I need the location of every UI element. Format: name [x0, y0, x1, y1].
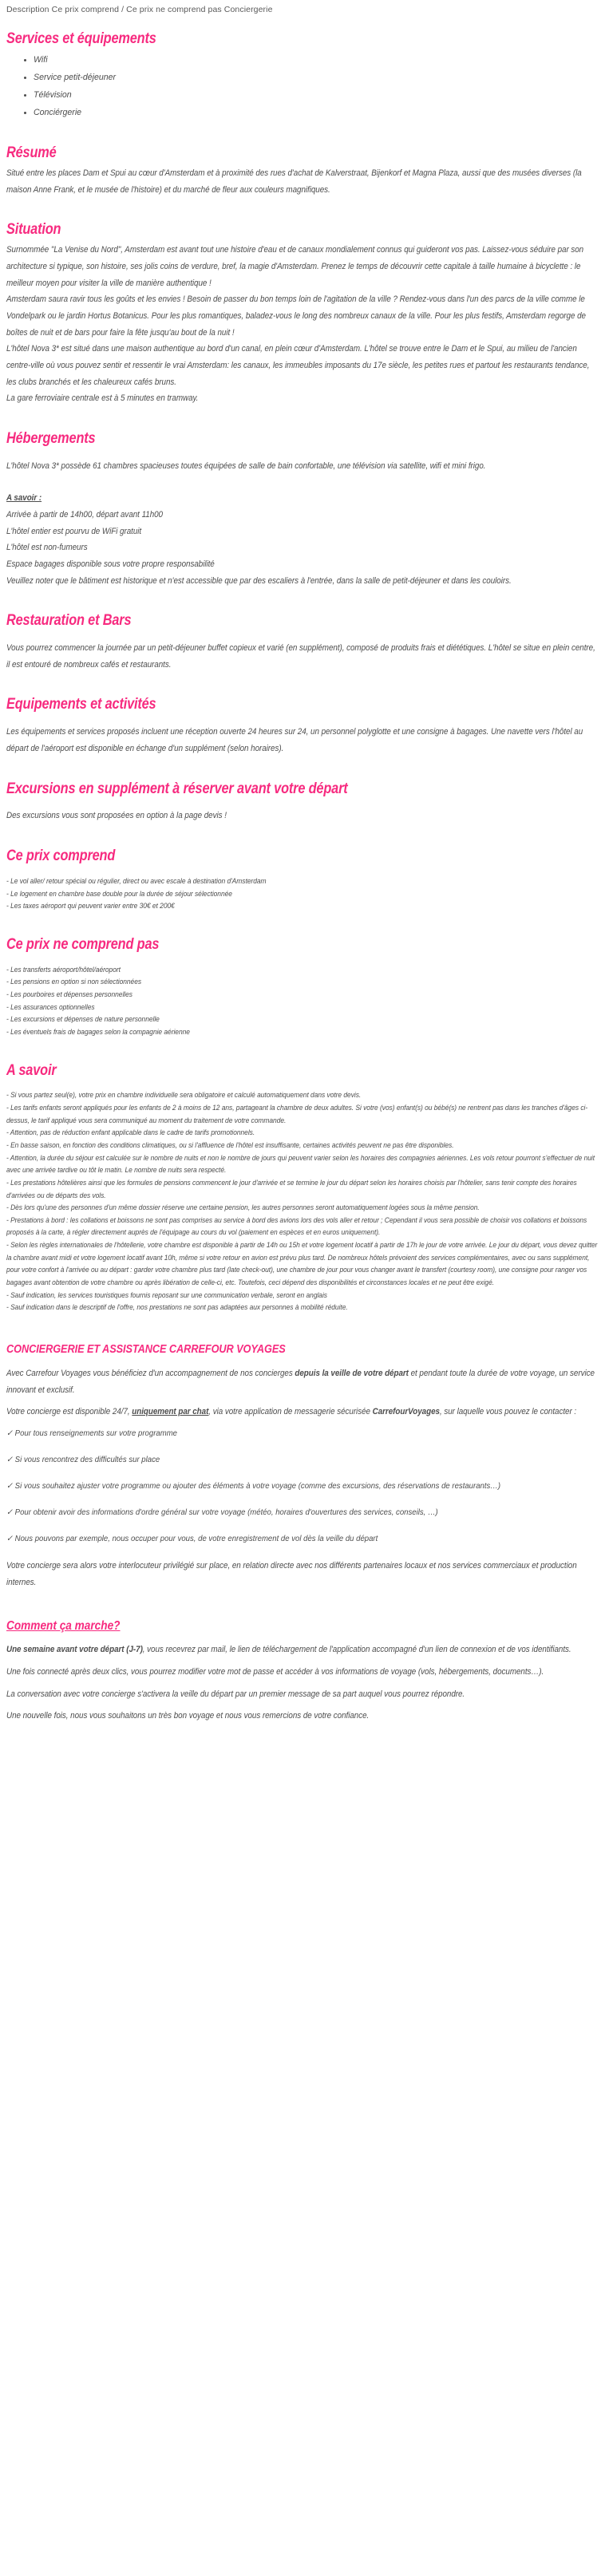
resume-paragraph: Situé entre les places Dam et Spui au cœur d'Amsterdam et à proximité des rues d'achat de Kalverstraat, Bijenkorf et Magna Plaza, aussi que des musées diverses (la maison Anne Frank, et le musée de l'histoire) et du marché de fleur aux couleurs magnifiques.: [6, 168, 582, 195]
restauration-paragraph: Vous pourrez commencer la journée par un petit-déjeuner buffet copieux et varié (en supplément), composé de produits frais et diététiques. L'hôtel se situe en plein centre, il est entouré de nombreux cafés et restaurants.: [6, 643, 595, 670]
a-savoir-item: - Si vous partez seul(e), votre prix en chambre individuelle sera obligatoire et calculé automatiquement dans votre devis.: [6, 1091, 362, 1100]
conciergerie-closing: Votre concierge sera alors votre interlocuteur privilégié sur place, en relation directe avec nos différents partenaires locaux et nos services commerciaux et production internes.: [6, 1561, 577, 1587]
hebergements-note: Arrivée à partir de 14h00, départ avant 11h00: [6, 510, 163, 520]
prix-exclu-item: - Les transferts aéroport/hôtel/aéroport: [6, 965, 121, 974]
a-savoir-item: - En basse saison, en fonction des conditions climatiques, ou si l'affluence de l'hôtel est insuffisante, certaines activités peuvent ne pas être disponibles.: [6, 1140, 454, 1149]
hebergements-note: L'hôtel entier est pourvu de WiFi gratuit: [6, 526, 142, 536]
a-savoir-item: - Selon les règles internationales de l'hôtellerie, votre chambre est disponible à partir de 14h ou 15h et votre logement locatif à partir de 17h le jour de votre arrivée. Le jour du départ, vous devez quitter la chambre avant midi et votre logement locatif avant 10h, même si votre retour en avion est prévu plus tard. De nombreux hôtels prévoient des services complémentaires, avec ou sans supplément, pour votre confort à l'arrivée ou au départ : garder votre chambre plus tard (late check-out), une chambre de jour pour vous changer avant le transfert (courtesy room), une consigne pour ranger vos bagages avant obtention de votre chambre ou après libération de celle-ci, etc. Toutefois, ceci dépend des disponibilités et circonstances locales et ne peut être exigé.: [6, 1241, 598, 1287]
a-savoir-item: - Attention, la durée du séjour est calculée sur le nombre de nuits et non le nombre de jours qui peuvent varier selon les horaires des compagnies aériennes. Les vols retour pourront s'effectuer de nuit avec une arrivée tardive ou tôt le matin. Le nombre de nuits sera respecté.: [6, 1153, 595, 1175]
section-title-a-savoir: A savoir: [6, 1061, 57, 1079]
comment-paragraph-4: Une nouvelle fois, nous vous souhaitons un très bon voyage et nous vous remercions de votre confiance.: [6, 1711, 370, 1721]
section-conciergerie: [6, 1343, 599, 1591]
a-savoir-inline-label: A savoir :: [6, 493, 42, 504]
section-title-prix-ne-comprend-pas: Ce prix ne comprend pas: [6, 935, 160, 953]
section-title-prix-comprend: Ce prix comprend: [6, 847, 116, 865]
comment-paragraph-3: La conversation avec votre concierge s'activera la veille du départ par un premier message de sa part auquel vous pourrez répondre.: [6, 1689, 465, 1699]
hebergements-paragraph: L'hôtel Nova 3* possède 61 chambres spacieuses toutes équipées de salle de bain confortable, une télévision via satellite, wifi et mini frigo.: [6, 460, 486, 471]
a-savoir-item: - Sauf indication, les services touristiques fournis reposant sur une communication verbale, seront en anglais: [6, 1290, 327, 1299]
section-prix-ne-comprend-pas: [6, 936, 599, 1039]
prix-exclu-item: - Les pourboires et dépenses personnelles: [6, 990, 132, 998]
list-item: • Service petit-déjeuner: [34, 69, 599, 87]
prix-comprend-item: - Le vol aller/ retour spécial ou régulier, direct ou avec escale à destination d'Amsterdam: [6, 876, 267, 885]
prix-exclu-item: - Les éventuels frais de bagages selon la compagnie aérienne: [6, 1027, 190, 1036]
services-list: [6, 52, 599, 121]
list-item: • Conciérgerie: [34, 105, 599, 122]
prix-comprend-item: - Les taxes aéroport qui peuvent varier entre 30€ et 200€: [6, 902, 175, 911]
situation-paragraph-3: L'hôtel Nova 3* est situé dans une maison authentique au bord d'un canal, en plein cœur d'Amsterdam. L'hôtel se trouve entre le Dam et le Spui, au milieu de l'ancien centre-ville où vous pouvez sentir et ressentir le vrai Amsterdam: les canaux, les immeubles imposants du 17e siècle, les petites rues et partout les restaurants tendance, les clubs branchés et les chaleureux cafés bruns.: [6, 344, 590, 387]
hebergements-note: Veuillez noter que le bâtiment est historique et n'est accessible que par des escaliers à l'entrée, dans la salle de petit-déjeuner et dans les couloirs.: [6, 575, 512, 586]
a-savoir-item: - Les tarifs enfants seront appliqués pour les enfants de 2 à moins de 12 ans, partageant la chambre de deux adultes. Si votre (vos) enfant(s) ou bébé(s) ne rentrent pas dans les tranches d'âges ci-dessus, le tarif appliqué vous sera communiqué au moment du traitement de votre commande.: [6, 1104, 588, 1124]
section-title-situation: Situation: [6, 221, 61, 239]
conciergerie-availability: Votre concierge est disponible 24/7, uniquement par chat, via votre application de messagerie sécurisée CarrefourVoyages, sur laquelle vous pouvez le contacter :: [6, 1407, 577, 1417]
section-title-equipements: Equipements et activités: [6, 696, 156, 713]
breadcrumb: Description Ce prix comprend / Ce prix ne comprend pas Conciergerie: [6, 5, 273, 14]
conciergerie-check-item: ✓ Si vous souhaitez ajuster votre programme ou ajouter des éléments à votre voyage (comme des excursions, des réservations de restaurants…): [6, 1482, 501, 1491]
section-equipements: [6, 696, 599, 757]
a-savoir-item: - Dès lors qu'une des personnes d'un même dossier réserve une certaine pension, les autres personnes seront automatiquement logées sous la même pension.: [6, 1203, 480, 1212]
section-a-savoir: [6, 1062, 599, 1314]
conciergerie-check-item: ✓ Si vous rencontrez des difficultés sur place: [6, 1455, 160, 1464]
a-savoir-item: - Les prestations hôtelières ainsi que les formules de pensions commencent le jour d'arrivée et se termine le jour du départ selon les horaires choisis par l'hôtelier, sans tenir compte des horaires d'arrivées ou de départs des vols.: [6, 1178, 577, 1199]
section-title-hebergements: Hébergements: [6, 429, 96, 447]
conciergerie-check-item: ✓ Nous pouvons par exemple, nous occuper pour vous, de votre enregistrement de vol dès la veille du départ: [6, 1535, 378, 1544]
situation-paragraph-2: Amsterdam saura ravir tous les goûts et les envies ! Besoin de passer du bon temps loin de l'agitation de la ville ? Rendez-vous dans l'un des parcs de la ville comme le Vondelpark ou le jardin Hortus Botanicus. Pour les plus romantiques, baladez-vous le long des nombreux canaux de la ville. Pour les plus festifs, Amsterdam regorge de boîtes de nuit et de bars pour faire la fête jusqu'au bout de la nuit !: [6, 294, 586, 338]
section-hebergements: [6, 430, 599, 589]
equipements-paragraph: Les équipements et services proposés incluent une réception ouverte 24 heures sur 24, un personnel polyglotte et une consigne à bagages. Une navette vers l'hôtel au départ de l'aéroport est disponible en échange d'un supplément (selon horaires).: [6, 727, 583, 753]
section-restauration: [6, 612, 599, 673]
section-title-excursions: Excursions en supplément à réserver avant votre départ: [6, 780, 348, 797]
section-title-services: Services et équipements: [6, 30, 156, 47]
hebergements-note: L'hôtel est non-fumeurs: [6, 543, 88, 553]
a-savoir-item: - Sauf indication dans le descriptif de l'offre, nos prestations ne sont pas adaptées aux personnes à mobilité réduite.: [6, 1303, 348, 1312]
list-item: • Télévision: [34, 87, 599, 105]
list-item: • Wifi: [34, 52, 599, 69]
situation-paragraph-4: La gare ferroviaire centrale est à 5 minutes en tramway.: [6, 393, 199, 404]
prix-exclu-item: - Les excursions et dépenses de nature personnelle: [6, 1015, 160, 1024]
section-resume: [6, 144, 599, 198]
section-situation: [6, 221, 599, 406]
section-title-restauration: Restauration et Bars: [6, 612, 132, 630]
a-savoir-item: - Prestations à bord : les collations et boissons ne sont pas comprises au service à bord des avions lors des vols aller et retour ; Cependant il vous sera possible de choisir vos collations et boissons proposés à la carte, à régler directement auprès de l'équipage au cours du vol (paiement en espèces et en euros uniquement).: [6, 1215, 587, 1237]
comment-paragraph-1: Une semaine avant votre départ (J-7), vous recevrez par mail, le lien de téléchargement de l'application accompagné d'un lien de connexion et de vos identifiants.: [6, 1645, 571, 1655]
section-title-comment-ca-marche: Comment ça marche?: [6, 1619, 121, 1634]
section-title-conciergerie: CONCIERGERIE ET ASSISTANCE CARREFOUR VOYAGES: [6, 1342, 286, 1356]
situation-paragraph-1: Surnommée "La Venise du Nord", Amsterdam est avant tout une histoire d'eau et de canaux mondialement connus qui guideront vos pas. Laissez-vous séduire par son architecture si typique, son histoire, ses jolis coins de verdure, bref, la magie d'Amsterdam. Prenez le temps de découvrir cette capitale à taille humaine à bicyclette : le meilleur moyen pour visiter la ville de manière authentique !: [6, 245, 584, 288]
section-excursions: [6, 780, 599, 825]
prix-exclu-item: - Les assurances optionnelles: [6, 1002, 95, 1011]
prix-exclu-item: - Les pensions en option si non sélectionnées: [6, 978, 142, 986]
section-services: [6, 30, 599, 122]
section-prix-comprend: [6, 847, 599, 913]
excursions-paragraph: Des excursions vous sont proposées en option à la page devis !: [6, 811, 227, 821]
conciergerie-intro: Avec Carrefour Voyages vous bénéficiez d'un accompagnement de nos concierges depuis la veille de votre départ et pendant toute la durée de votre voyage, un service innovant et exclusif.: [6, 1368, 595, 1395]
a-savoir-item: - Attention, pas de réduction enfant applicable dans le cadre de tarifs promotionnels.: [6, 1128, 255, 1137]
conciergerie-check-item: ✓ Pour obtenir avoir des informations d'ordre général sur votre voyage (météo, horaires d'ouvertures des services, conseils, …): [6, 1508, 438, 1518]
conciergerie-check-item: ✓ Pour tous renseignements sur votre programme: [6, 1428, 178, 1438]
section-comment-ca-marche: [6, 1619, 599, 1725]
hebergements-note: Espace bagages disponible sous votre propre responsabilité: [6, 559, 215, 569]
comment-paragraph-2: Une fois connecté après deux clics, vous pourrez modifier votre mot de passe et accéder à vos informations de voyage (vols, hébergements, documents…).: [6, 1667, 544, 1677]
section-title-resume: Résumé: [6, 144, 57, 162]
prix-comprend-item: - Le logement en chambre base double pour la durée de séjour sélectionnée: [6, 889, 232, 898]
